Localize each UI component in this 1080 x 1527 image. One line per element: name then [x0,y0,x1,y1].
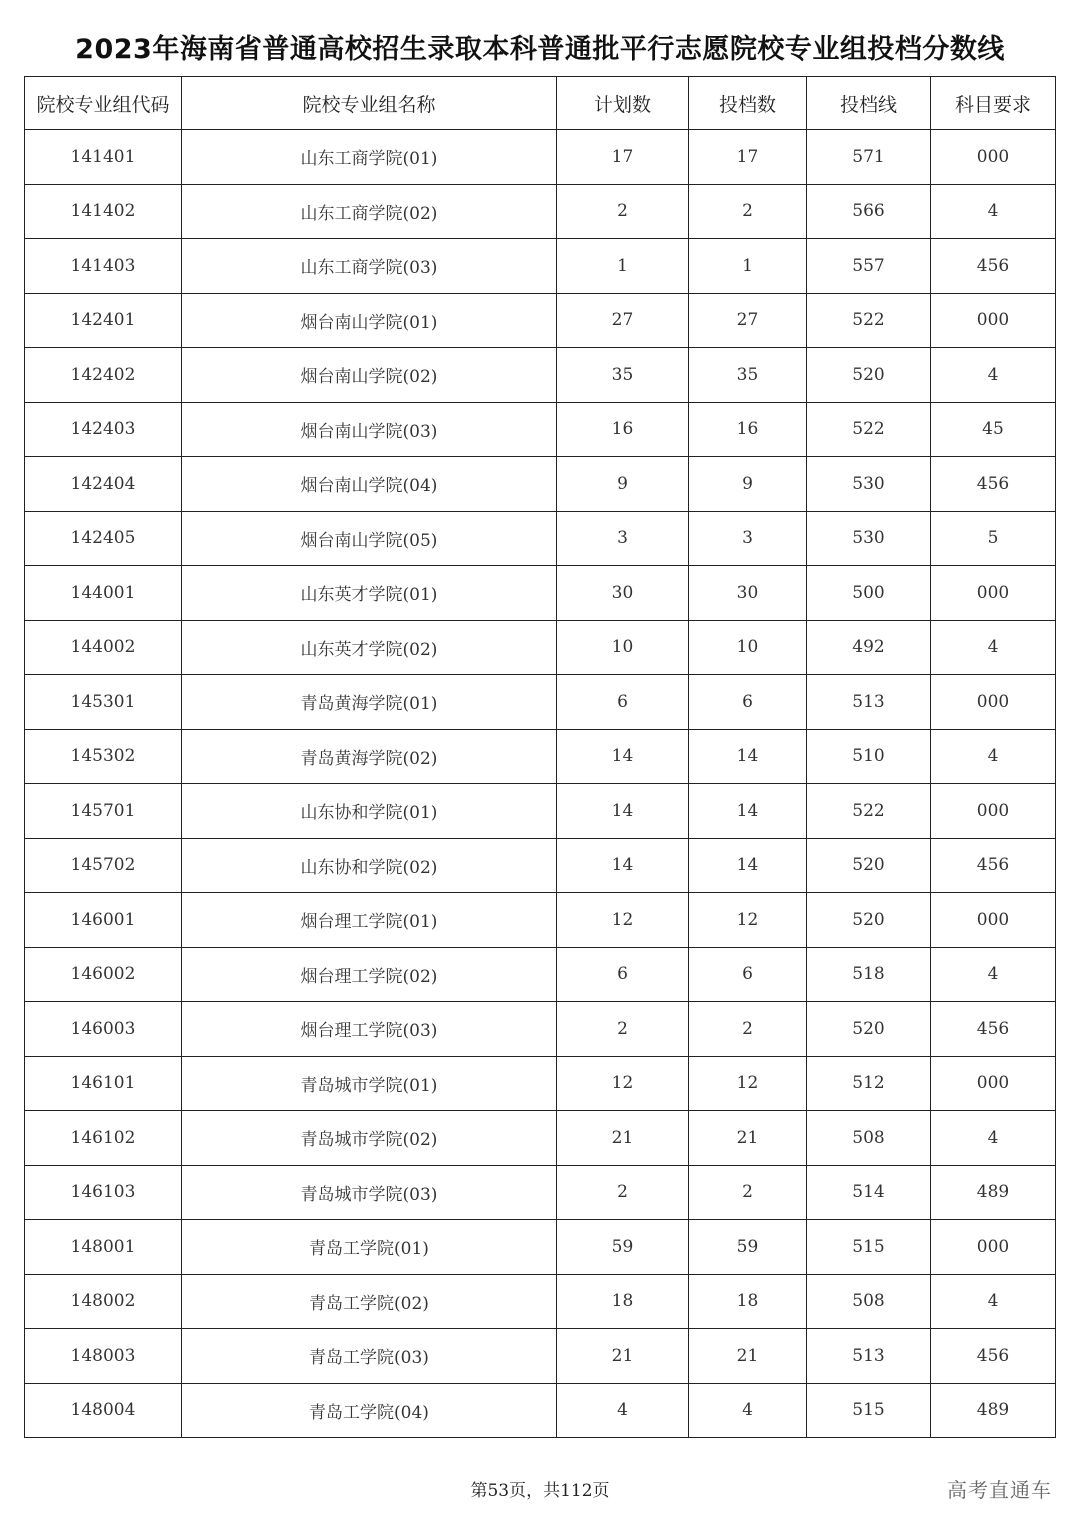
cell-plan-count: 14 [557,784,689,839]
table-row [25,1165,1056,1220]
cell-admitted-count: 21 [689,1111,807,1166]
cell-subject-requirement: 4 [931,947,1056,1002]
cell-admitted-count: 1 [689,239,807,294]
cell-group-code: 141402 [25,184,182,239]
cell-group-name: 山东英才学院(02) [182,620,557,675]
cell-subject-requirement: 4 [931,348,1056,403]
table-row [25,947,1056,1002]
cell-group-name: 青岛城市学院(02) [182,1111,557,1166]
cell-subject-requirement: 4 [931,1111,1056,1166]
cell-group-code: 144002 [25,620,182,675]
cell-plan-count: 2 [557,1002,689,1057]
cell-subject-requirement: 4 [931,1274,1056,1329]
cell-admitted-count: 14 [689,838,807,893]
table-row [25,130,1056,185]
table-row [25,1274,1056,1329]
cell-cutoff-score: 520 [807,893,931,948]
cell-plan-count: 18 [557,1274,689,1329]
table-row [25,838,1056,893]
cell-group-name: 山东工商学院(02) [182,184,557,239]
cell-plan-count: 2 [557,1165,689,1220]
cell-cutoff-score: 508 [807,1274,931,1329]
cell-subject-requirement: 000 [931,675,1056,730]
cell-group-code: 142402 [25,348,182,403]
cell-cutoff-score: 557 [807,239,931,294]
table-row [25,511,1056,566]
header-plan-count: 计划数 [557,77,689,130]
cell-subject-requirement: 000 [931,1220,1056,1275]
cell-admitted-count: 30 [689,566,807,621]
cell-subject-requirement: 000 [931,566,1056,621]
cell-admitted-count: 12 [689,893,807,948]
cell-cutoff-score: 513 [807,1329,931,1384]
cell-cutoff-score: 500 [807,566,931,621]
cell-plan-count: 4 [557,1383,689,1438]
cell-cutoff-score: 520 [807,348,931,403]
cell-admitted-count: 6 [689,947,807,1002]
cell-subject-requirement: 000 [931,893,1056,948]
cell-group-name: 青岛城市学院(01) [182,1056,557,1111]
table-row [25,675,1056,730]
cell-cutoff-score: 515 [807,1220,931,1275]
cell-plan-count: 59 [557,1220,689,1275]
cell-plan-count: 6 [557,947,689,1002]
cell-group-code: 146103 [25,1165,182,1220]
table-row [25,1002,1056,1057]
cell-group-name: 烟台南山学院(03) [182,402,557,457]
cell-cutoff-score: 515 [807,1383,931,1438]
cell-cutoff-score: 514 [807,1165,931,1220]
cell-cutoff-score: 492 [807,620,931,675]
cell-plan-count: 21 [557,1111,689,1166]
cell-plan-count: 35 [557,348,689,403]
cell-admitted-count: 27 [689,293,807,348]
cell-subject-requirement: 489 [931,1165,1056,1220]
cell-admitted-count: 4 [689,1383,807,1438]
cell-subject-requirement: 000 [931,784,1056,839]
table-row [25,1220,1056,1275]
cell-plan-count: 12 [557,1056,689,1111]
cell-admitted-count: 2 [689,1165,807,1220]
cell-plan-count: 17 [557,130,689,185]
cell-cutoff-score: 571 [807,130,931,185]
cell-subject-requirement: 4 [931,184,1056,239]
cell-group-code: 148001 [25,1220,182,1275]
cell-admitted-count: 2 [689,184,807,239]
cell-admitted-count: 59 [689,1220,807,1275]
cell-group-code: 145301 [25,675,182,730]
cell-subject-requirement: 45 [931,402,1056,457]
cell-admitted-count: 10 [689,620,807,675]
table-row [25,1111,1056,1166]
cell-subject-requirement: 000 [931,1056,1056,1111]
cell-group-name: 山东英才学院(01) [182,566,557,621]
cell-subject-requirement: 456 [931,457,1056,512]
cell-plan-count: 27 [557,293,689,348]
cell-group-name: 烟台南山学院(05) [182,511,557,566]
cell-group-name: 青岛城市学院(03) [182,1165,557,1220]
table-row [25,239,1056,294]
cell-group-name: 烟台南山学院(01) [182,293,557,348]
cell-admitted-count: 35 [689,348,807,403]
cell-cutoff-score: 522 [807,402,931,457]
table-row [25,184,1056,239]
cell-subject-requirement: 489 [931,1383,1056,1438]
cell-admitted-count: 14 [689,729,807,784]
cell-group-name: 烟台南山学院(04) [182,457,557,512]
cell-group-code: 148004 [25,1383,182,1438]
cell-subject-requirement: 000 [931,130,1056,185]
cell-subject-requirement: 456 [931,838,1056,893]
cell-plan-count: 6 [557,675,689,730]
header-group-code: 院校专业组代码 [25,77,182,130]
cell-admitted-count: 14 [689,784,807,839]
table-row [25,729,1056,784]
cell-group-code: 144001 [25,566,182,621]
header-subject-requirement: 科目要求 [931,77,1056,130]
table-body [25,130,1056,1438]
cell-group-name: 青岛工学院(02) [182,1274,557,1329]
table-row [25,566,1056,621]
cell-group-code: 142403 [25,402,182,457]
cell-subject-requirement: 456 [931,239,1056,294]
cell-cutoff-score: 512 [807,1056,931,1111]
cell-cutoff-score: 510 [807,729,931,784]
cell-cutoff-score: 520 [807,838,931,893]
cell-group-code: 146002 [25,947,182,1002]
watermark: 高考直通车 [947,1478,1052,1502]
table-row [25,1383,1056,1438]
cell-group-code: 145302 [25,729,182,784]
cell-group-name: 青岛黄海学院(01) [182,675,557,730]
cell-plan-count: 1 [557,239,689,294]
cell-subject-requirement: 5 [931,511,1056,566]
cell-group-code: 148002 [25,1274,182,1329]
cell-plan-count: 21 [557,1329,689,1384]
table-row [25,402,1056,457]
cell-cutoff-score: 530 [807,511,931,566]
cell-group-name: 烟台理工学院(02) [182,947,557,1002]
cell-group-name: 山东协和学院(02) [182,838,557,893]
cell-subject-requirement: 4 [931,620,1056,675]
cell-group-name: 烟台理工学院(01) [182,893,557,948]
page-title: 2023年海南省普通高校招生录取本科普通批平行志愿院校专业组投档分数线 [75,34,1005,65]
table-row [25,1056,1056,1111]
cell-group-name: 山东工商学院(03) [182,239,557,294]
page-number: 第53页，共112页 [470,1481,610,1501]
table-row [25,293,1056,348]
table-row [25,457,1056,512]
cell-admitted-count: 2 [689,1002,807,1057]
cell-group-code: 146001 [25,893,182,948]
table-row [25,620,1056,675]
cell-subject-requirement: 456 [931,1002,1056,1057]
cell-cutoff-score: 530 [807,457,931,512]
cell-group-code: 142404 [25,457,182,512]
score-table [24,76,1056,1438]
cell-plan-count: 10 [557,620,689,675]
table-row [25,348,1056,403]
cell-admitted-count: 9 [689,457,807,512]
cell-group-name: 烟台理工学院(03) [182,1002,557,1057]
cell-admitted-count: 6 [689,675,807,730]
cell-subject-requirement: 4 [931,729,1056,784]
cell-subject-requirement: 000 [931,293,1056,348]
cell-group-name: 青岛工学院(03) [182,1329,557,1384]
cell-admitted-count: 21 [689,1329,807,1384]
cell-cutoff-score: 522 [807,293,931,348]
cell-plan-count: 16 [557,402,689,457]
cell-admitted-count: 12 [689,1056,807,1111]
cell-cutoff-score: 513 [807,675,931,730]
cell-plan-count: 9 [557,457,689,512]
table-row [25,893,1056,948]
cell-plan-count: 14 [557,729,689,784]
cell-group-code: 146003 [25,1002,182,1057]
cell-plan-count: 12 [557,893,689,948]
cell-cutoff-score: 518 [807,947,931,1002]
cell-subject-requirement: 456 [931,1329,1056,1384]
cell-admitted-count: 18 [689,1274,807,1329]
cell-cutoff-score: 566 [807,184,931,239]
cell-group-name: 青岛工学院(04) [182,1383,557,1438]
header-cutoff-score: 投档线 [807,77,931,130]
table-row [25,784,1056,839]
header-admitted-count: 投档数 [689,77,807,130]
cell-group-name: 山东工商学院(01) [182,130,557,185]
cell-cutoff-score: 520 [807,1002,931,1057]
cell-group-code: 142401 [25,293,182,348]
header-group-name: 院校专业组名称 [182,77,557,130]
cell-group-code: 141403 [25,239,182,294]
cell-group-name: 青岛工学院(01) [182,1220,557,1275]
table-header-row [25,77,1056,130]
cell-group-code: 148003 [25,1329,182,1384]
cell-plan-count: 30 [557,566,689,621]
cell-group-name: 烟台南山学院(02) [182,348,557,403]
cell-group-code: 145701 [25,784,182,839]
cell-group-code: 141401 [25,130,182,185]
cell-group-name: 山东协和学院(01) [182,784,557,839]
cell-group-code: 142405 [25,511,182,566]
table-row [25,1329,1056,1384]
cell-admitted-count: 17 [689,130,807,185]
cell-admitted-count: 3 [689,511,807,566]
cell-group-code: 146102 [25,1111,182,1166]
cell-plan-count: 2 [557,184,689,239]
cell-plan-count: 3 [557,511,689,566]
cell-admitted-count: 16 [689,402,807,457]
cell-group-code: 145702 [25,838,182,893]
cell-cutoff-score: 522 [807,784,931,839]
cell-cutoff-score: 508 [807,1111,931,1166]
cell-plan-count: 14 [557,838,689,893]
cell-group-code: 146101 [25,1056,182,1111]
cell-group-name: 青岛黄海学院(02) [182,729,557,784]
